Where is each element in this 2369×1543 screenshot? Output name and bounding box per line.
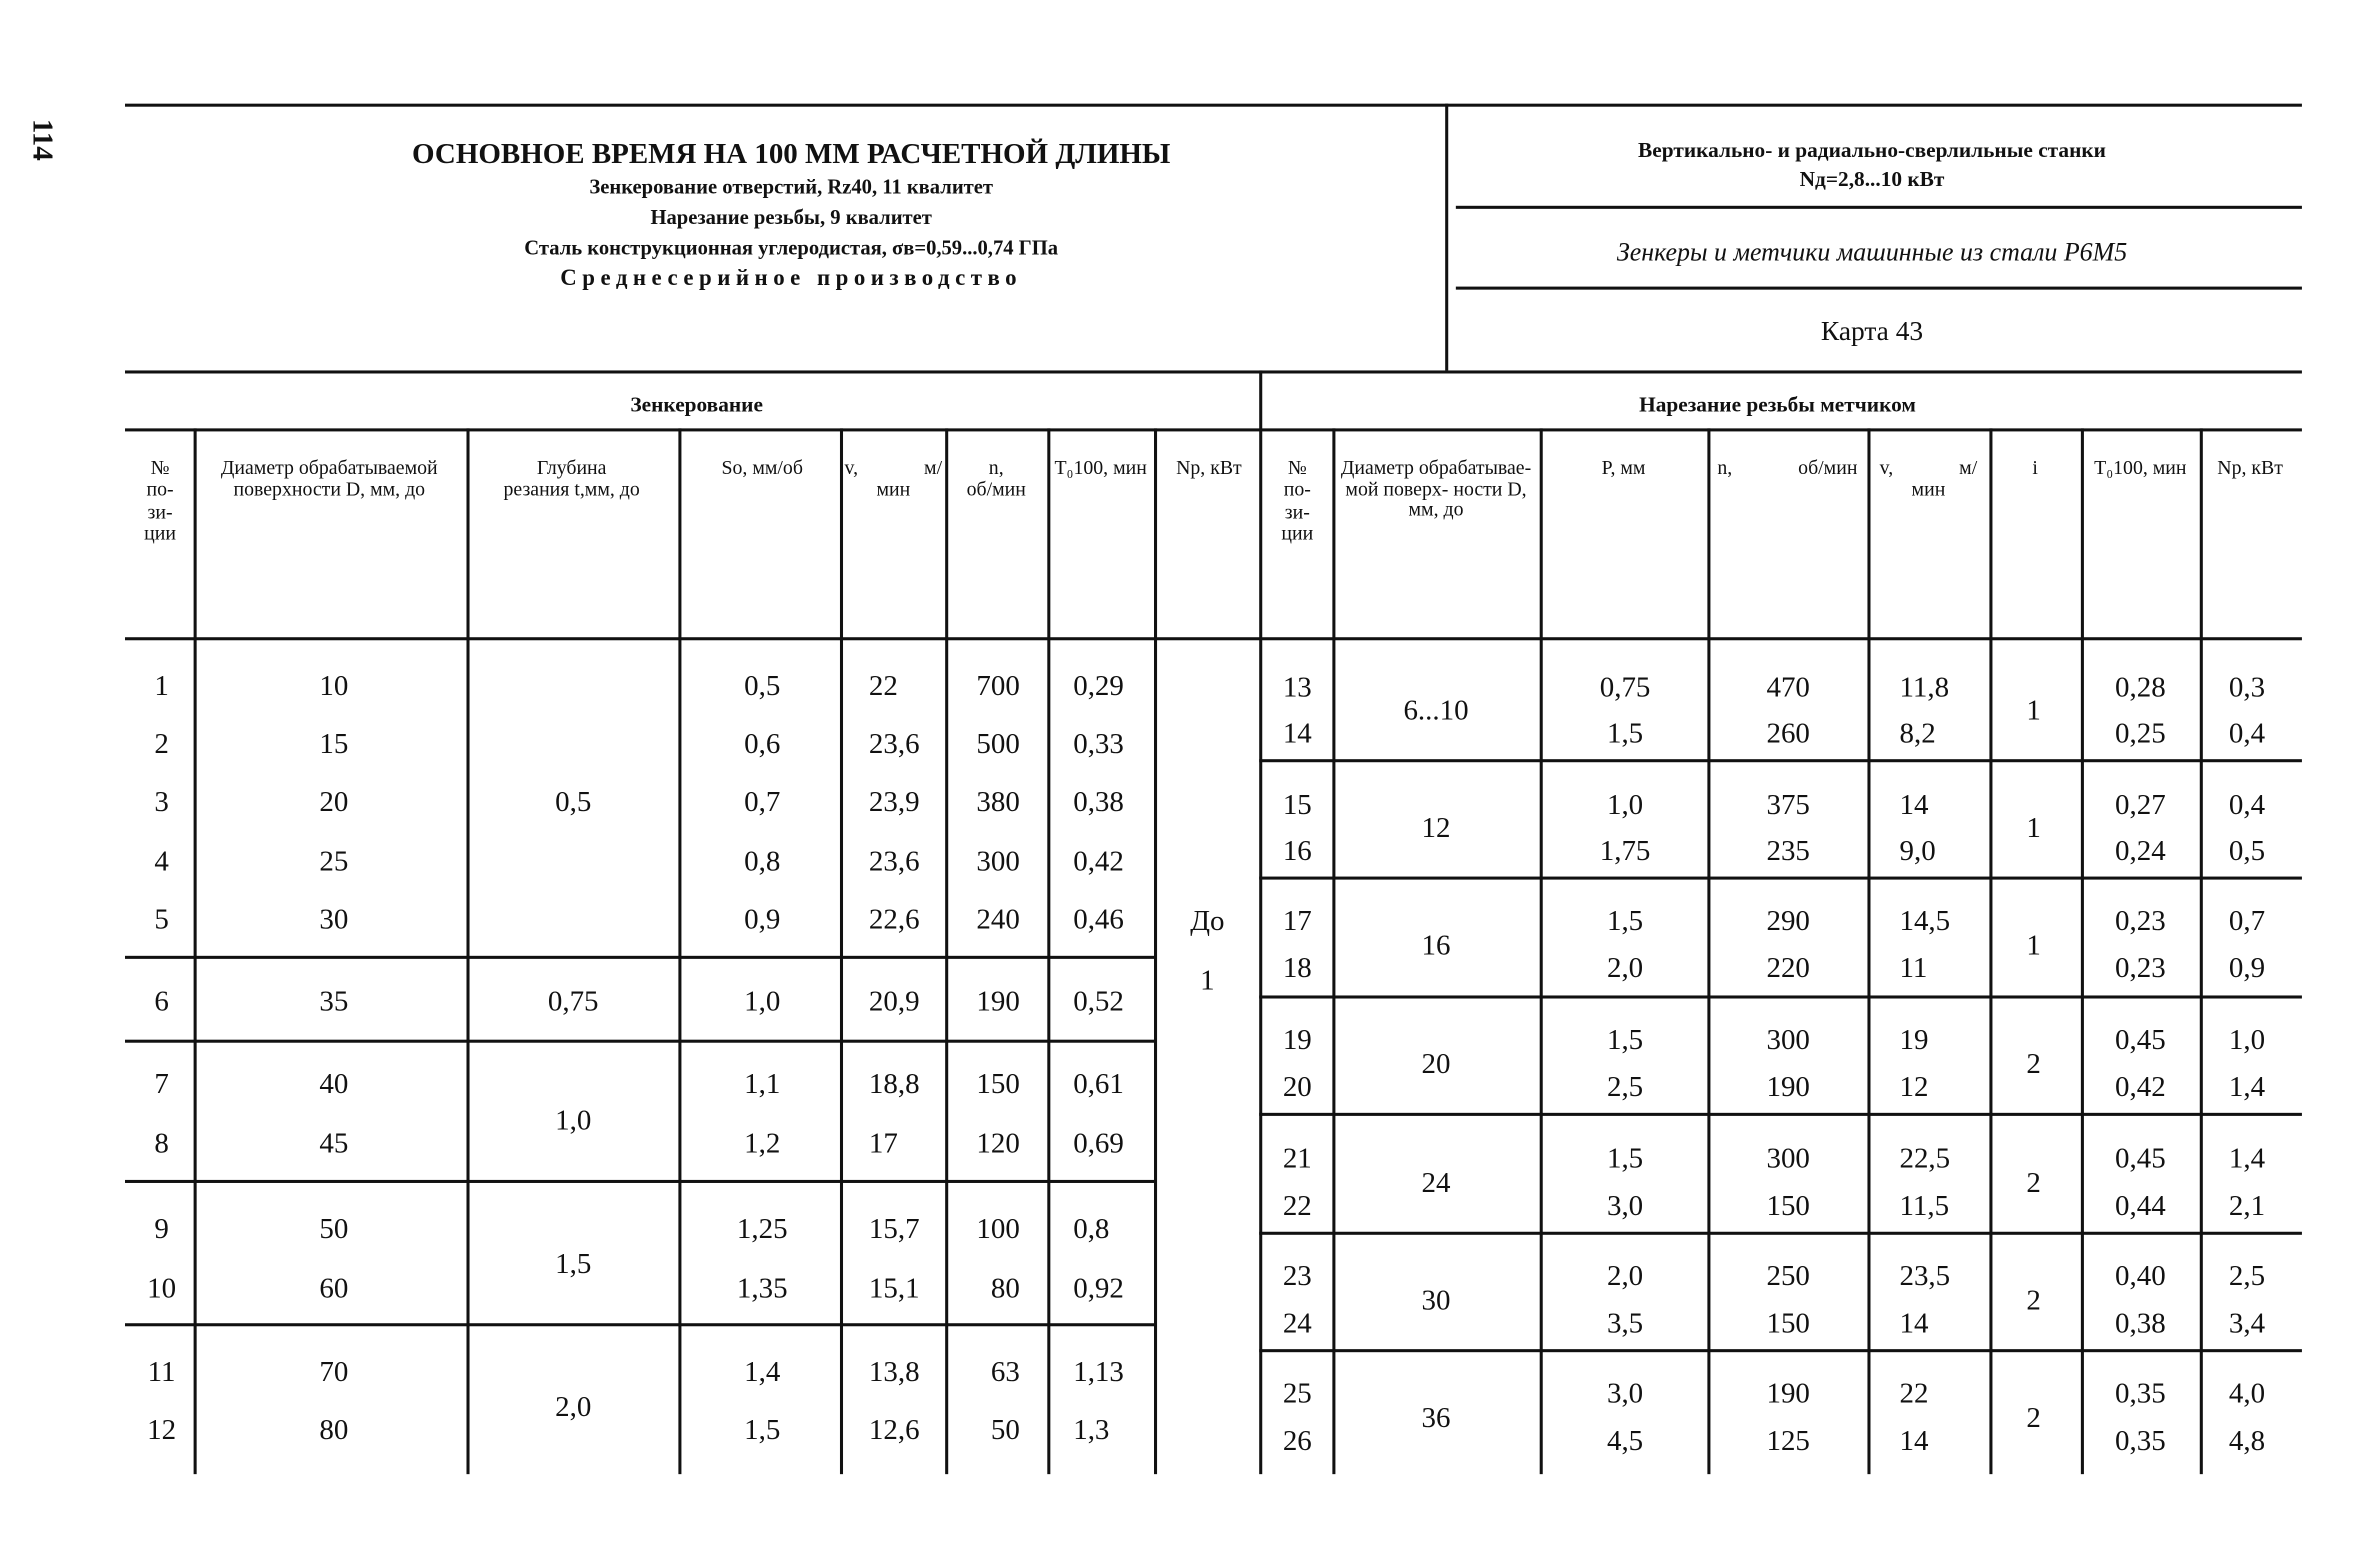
- left-row-5-position: 5: [154, 903, 169, 937]
- thread-group-6-diameter: 30: [1421, 1284, 1451, 1317]
- left-row-12-rpm: 50: [990, 1414, 1020, 1447]
- right-group-rule: [1259, 995, 2302, 998]
- left-row-8-rpm: 120: [976, 1128, 1020, 1161]
- depth-cell: 0,5: [555, 786, 592, 819]
- right-row-13-power: 0,3: [2228, 672, 2266, 705]
- power-cell: До: [1190, 905, 1225, 938]
- thread-group-2-passes: 1: [2026, 812, 2041, 845]
- right-row-24-speed: 14: [1899, 1307, 1929, 1340]
- right-row-20-time: 0,42: [2114, 1071, 2166, 1104]
- left-row-6-time: 0,52: [1073, 986, 1124, 1019]
- right-row-25-position: 25: [1282, 1378, 1312, 1411]
- right-row-18-power: 0,9: [2228, 952, 2266, 985]
- right-row-22-power: 2,1: [2228, 1190, 2266, 1223]
- left-row-4-speed: 23,6: [868, 846, 920, 879]
- right-row-13-pitch: 0,75: [1599, 672, 1651, 705]
- left-row-7-rpm: 150: [976, 1068, 1020, 1101]
- left-col-line: [840, 428, 843, 1474]
- left-row-3-feed: 0,7: [744, 786, 781, 819]
- right-row-17-power: 0,7: [2228, 905, 2266, 938]
- right-row-14-time: 0,25: [2114, 718, 2166, 751]
- right-row-17-rpm: 290: [1766, 905, 1810, 938]
- right-row-25-rpm: 190: [1766, 1378, 1810, 1411]
- left-row-7-position: 7: [154, 1068, 169, 1101]
- header-divider: [1445, 104, 1448, 371]
- left-row-9-feed: 1,25: [736, 1213, 788, 1246]
- left-row-1-position: 1: [154, 670, 169, 703]
- right-row-22-pitch: 3,0: [1606, 1190, 1644, 1223]
- left-row-8-position: 8: [154, 1128, 169, 1161]
- left-row-10-position: 10: [147, 1272, 177, 1305]
- left-row-5-diameter: 30: [319, 903, 349, 937]
- left-row-6-rpm: 190: [976, 986, 1020, 1019]
- right-row-25-pitch: 3,0: [1606, 1378, 1644, 1411]
- left-row-12-feed: 1,5: [744, 1414, 781, 1447]
- col-header-time: Т₀100, мин: [2094, 455, 2187, 479]
- left-row-1-diameter: 10: [319, 670, 349, 703]
- left-row-3-rpm: 380: [976, 786, 1020, 819]
- right-row-21-speed: 22,5: [1899, 1143, 1951, 1176]
- left-row-4-feed: 0,8: [744, 846, 781, 879]
- right-row-19-time: 0,45: [2114, 1024, 2166, 1057]
- right-row-18-rpm: 220: [1766, 952, 1810, 985]
- right-row-16-power: 0,5: [2228, 835, 2266, 868]
- left-row-7-time: 0,61: [1073, 1068, 1124, 1101]
- left-row-2-speed: 23,6: [868, 728, 920, 761]
- right-row-19-pitch: 1,5: [1606, 1024, 1644, 1057]
- left-row-12-time: 1,3: [1073, 1414, 1110, 1447]
- subtitle-threading: Нарезание резьбы, 9 квалитет: [650, 205, 932, 229]
- left-row-12-diameter: 80: [319, 1414, 349, 1447]
- left-row-2-time: 0,33: [1073, 728, 1124, 761]
- right-row-20-rpm: 190: [1766, 1071, 1810, 1104]
- right-row-18-pitch: 2,0: [1606, 952, 1644, 985]
- right-row-19-power: 1,0: [2228, 1024, 2266, 1057]
- right-group-rule: [1259, 1349, 2302, 1352]
- right-row-26-pitch: 4,5: [1606, 1425, 1644, 1458]
- right-row-22-rpm: 150: [1766, 1190, 1810, 1223]
- col-header-diameter: Диаметр обрабатывае- мой поверх- ности D, мм, до: [1340, 455, 1532, 521]
- right-row-14-rpm: 260: [1766, 718, 1810, 751]
- left-row-11-speed: 13,8: [868, 1356, 920, 1389]
- left-row-4-time: 0,42: [1073, 846, 1124, 879]
- right-row-25-time: 0,35: [2114, 1378, 2166, 1411]
- right-row-21-power: 1,4: [2228, 1143, 2266, 1176]
- right-row-26-time: 0,35: [2114, 1425, 2166, 1458]
- left-row-7-speed: 18,8: [868, 1068, 920, 1101]
- right-row-16-rpm: 235: [1766, 835, 1810, 868]
- left-row-3-diameter: 20: [319, 786, 349, 819]
- right-row-17-speed: 14,5: [1899, 905, 1951, 938]
- left-row-10-time: 0,92: [1073, 1272, 1124, 1305]
- right-row-20-pitch: 2,5: [1606, 1071, 1644, 1104]
- right-row-23-time: 0,40: [2114, 1260, 2166, 1293]
- left-row-1-rpm: 700: [976, 670, 1020, 703]
- left-row-5-rpm: 240: [976, 903, 1020, 937]
- power-cell: 1: [1200, 964, 1215, 997]
- right-row-24-position: 24: [1282, 1307, 1312, 1340]
- right-row-16-position: 16: [1282, 835, 1312, 868]
- right-row-15-pitch: 1,0: [1606, 789, 1644, 822]
- right-row-13-speed: 11,8: [1899, 672, 1950, 705]
- left-row-5-time: 0,46: [1073, 903, 1124, 937]
- thread-group-6-passes: 2: [2026, 1284, 2041, 1317]
- thread-group-7-diameter: 36: [1421, 1401, 1451, 1434]
- left-row-4-position: 4: [154, 846, 169, 879]
- right-row-24-rpm: 150: [1766, 1307, 1810, 1340]
- left-col-line: [1154, 428, 1157, 1474]
- depth-cell: 2,0: [555, 1391, 592, 1424]
- right-row-18-time: 0,23: [2114, 952, 2166, 985]
- right-row-19-rpm: 300: [1766, 1024, 1810, 1057]
- thread-group-3-diameter: 16: [1421, 929, 1451, 962]
- col-header-passes: i: [2032, 455, 2038, 479]
- right-row-22-time: 0,44: [2114, 1190, 2166, 1223]
- col-header-time: Т₀100, мин: [1054, 455, 1147, 479]
- right-row-14-position: 14: [1282, 718, 1312, 751]
- left-row-9-rpm: 100: [976, 1213, 1020, 1246]
- left-row-2-rpm: 500: [976, 728, 1020, 761]
- left-row-9-diameter: 50: [319, 1213, 349, 1246]
- left-row-1-time: 0,29: [1073, 670, 1124, 703]
- right-row-20-speed: 12: [1899, 1071, 1929, 1104]
- left-col-line: [945, 428, 948, 1474]
- left-row-6-diameter: 35: [319, 986, 349, 1019]
- right-row-26-speed: 14: [1899, 1425, 1929, 1458]
- left-row-9-time: 0,8: [1073, 1213, 1110, 1246]
- right-row-13-rpm: 470: [1766, 672, 1810, 705]
- thread-group-1-diameter: 6...10: [1403, 695, 1469, 728]
- right-row-15-speed: 14: [1899, 789, 1929, 822]
- right-row-26-rpm: 125: [1766, 1425, 1810, 1458]
- right-row-25-power: 4,0: [2228, 1378, 2266, 1411]
- left-row-7-diameter: 40: [319, 1068, 349, 1101]
- section-divider: [1259, 370, 1262, 1474]
- left-row-11-diameter: 70: [319, 1356, 349, 1389]
- card-number: Карта 43: [1820, 315, 1924, 347]
- left-row-3-position: 3: [154, 786, 169, 819]
- thread-group-5-passes: 2: [2026, 1166, 2041, 1199]
- thread-group-4-passes: 2: [2026, 1048, 2041, 1081]
- machine-type: Вертикально- и радиально-сверлильные станки: [1638, 140, 2106, 164]
- left-row-12-speed: 12,6: [868, 1414, 920, 1447]
- subtitle-material: Сталь конструкционная углеродистая, σв=0,59...0,74 ГПа: [524, 236, 1059, 260]
- tool-material: Зенкеры и метчики машинные из стали Р6М5: [1616, 237, 2128, 267]
- col-header-speed: v, м/мин: [1879, 455, 1978, 500]
- right-row-18-position: 18: [1282, 952, 1312, 985]
- right-row-23-speed: 23,5: [1899, 1260, 1951, 1293]
- right-col-line: [1707, 428, 1710, 1474]
- right-row-17-position: 17: [1282, 905, 1312, 938]
- right-row-21-position: 21: [1282, 1143, 1312, 1176]
- right-row-26-position: 26: [1282, 1425, 1312, 1458]
- col-header-rpm: n, об/мин: [966, 455, 1026, 500]
- right-row-21-pitch: 1,5: [1606, 1143, 1644, 1176]
- main-title: ОСНОВНОЕ ВРЕМЯ НА 100 ММ РАСЧЕТНОЙ ДЛИНЫ: [412, 138, 1171, 171]
- right-row-14-pitch: 1,5: [1606, 718, 1644, 751]
- top-rule: [125, 104, 2302, 107]
- col-header-position: № по- зи- ции: [1281, 455, 1314, 545]
- right-section-title: Нарезание резьбы метчиком: [1639, 394, 1916, 418]
- column-header-rule: [125, 637, 2302, 640]
- right-row-15-position: 15: [1282, 789, 1312, 822]
- left-col-line: [466, 428, 469, 1474]
- left-row-5-feed: 0,9: [744, 903, 781, 937]
- right-row-21-time: 0,45: [2114, 1143, 2166, 1176]
- right-col-line: [1989, 428, 1992, 1474]
- right-row-18-speed: 11: [1899, 952, 1928, 985]
- subtitle-production: Среднесерийное производство: [560, 266, 1023, 292]
- right-row-20-position: 20: [1282, 1071, 1312, 1104]
- right-row-23-power: 2,5: [2228, 1260, 2266, 1293]
- right-row-17-pitch: 1,5: [1606, 905, 1644, 938]
- col-header-position: № по- зи- ции: [144, 455, 176, 545]
- right-row-23-rpm: 250: [1766, 1260, 1810, 1293]
- col-header-power: Nр, кВт: [2217, 455, 2283, 479]
- left-group-rule: [125, 1323, 1154, 1326]
- right-row-24-power: 3,4: [2228, 1307, 2266, 1340]
- right-row-17-time: 0,23: [2114, 905, 2166, 938]
- right-row-13-time: 0,28: [2114, 672, 2166, 705]
- col-header-rpm: n, об/мин: [1717, 455, 1858, 479]
- right-row-16-speed: 9,0: [1899, 835, 1936, 868]
- left-row-10-rpm: 80: [990, 1272, 1020, 1305]
- right-row-15-power: 0,4: [2228, 789, 2266, 822]
- left-row-11-feed: 1,4: [744, 1356, 781, 1389]
- right-group-rule: [1259, 1232, 2302, 1235]
- header-rule-1: [1456, 206, 2302, 209]
- depth-cell: 1,0: [555, 1105, 592, 1138]
- right-row-16-time: 0,24: [2114, 835, 2166, 868]
- left-row-8-time: 0,69: [1073, 1128, 1124, 1161]
- col-header-diameter: Диаметр обрабатываемой поверхности D, мм, до: [220, 455, 438, 500]
- left-row-2-position: 2: [154, 728, 169, 761]
- left-row-8-feed: 1,2: [744, 1128, 781, 1161]
- depth-cell: 0,75: [547, 986, 599, 1019]
- right-row-16-pitch: 1,75: [1599, 835, 1651, 868]
- right-col-line: [1540, 428, 1543, 1474]
- right-row-19-speed: 19: [1899, 1024, 1929, 1057]
- right-group-rule: [1259, 1113, 2302, 1116]
- col-header-power: Nр, кВт: [1176, 455, 1242, 479]
- right-row-15-rpm: 375: [1766, 789, 1810, 822]
- right-row-14-speed: 8,2: [1899, 718, 1936, 751]
- thread-group-3-passes: 1: [2026, 929, 2041, 962]
- left-row-10-speed: 15,1: [868, 1272, 920, 1305]
- page-number: 114: [25, 118, 58, 161]
- left-row-11-time: 1,13: [1073, 1356, 1124, 1389]
- left-row-4-rpm: 300: [976, 846, 1020, 879]
- right-row-24-time: 0,38: [2114, 1307, 2166, 1340]
- col-header-feed: So, мм/об: [721, 455, 803, 479]
- left-row-6-speed: 20,9: [868, 986, 920, 1019]
- machine-power: Nд=2,8...10 кВт: [1799, 169, 1945, 193]
- left-row-6-position: 6: [154, 986, 169, 1019]
- thread-group-4-diameter: 20: [1421, 1048, 1451, 1081]
- right-row-21-rpm: 300: [1766, 1143, 1810, 1176]
- subtitle-countersinking: Зенкерование отверстий, Rz40, 11 квалитет: [589, 175, 994, 199]
- right-row-22-speed: 11,5: [1899, 1190, 1950, 1223]
- left-group-rule: [125, 1040, 1154, 1043]
- left-group-rule: [125, 956, 1154, 959]
- left-col-line: [678, 428, 681, 1474]
- left-row-12-position: 12: [147, 1414, 177, 1447]
- left-row-11-position: 11: [147, 1356, 176, 1389]
- right-col-line: [1867, 428, 1870, 1474]
- left-row-7-feed: 1,1: [744, 1068, 781, 1101]
- right-row-24-pitch: 3,5: [1606, 1307, 1644, 1340]
- right-row-22-position: 22: [1282, 1190, 1312, 1223]
- left-row-4-diameter: 25: [319, 846, 349, 879]
- right-row-14-power: 0,4: [2228, 718, 2266, 751]
- right-row-25-speed: 22: [1899, 1378, 1929, 1411]
- col-header-depth: Глубина резания t,мм, до: [503, 455, 640, 500]
- left-row-2-diameter: 15: [319, 728, 349, 761]
- right-row-23-position: 23: [1282, 1260, 1312, 1293]
- left-row-10-feed: 1,35: [736, 1272, 788, 1305]
- thread-group-7-passes: 2: [2026, 1401, 2041, 1434]
- left-section-title: Зенкерование: [630, 394, 763, 418]
- col-header-pitch: P, мм: [1601, 455, 1646, 479]
- left-col-line: [1047, 428, 1050, 1474]
- col-header-speed: v, м/мин: [844, 455, 943, 500]
- right-group-rule: [1259, 759, 2302, 762]
- section-rule: [125, 428, 2302, 431]
- left-row-9-speed: 15,7: [868, 1213, 920, 1246]
- left-row-8-speed: 17: [868, 1128, 898, 1161]
- right-col-line: [2081, 428, 2084, 1474]
- right-row-13-position: 13: [1282, 672, 1312, 705]
- thread-group-1-passes: 1: [2026, 695, 2041, 728]
- right-col-line: [1332, 428, 1335, 1474]
- right-row-23-pitch: 2,0: [1606, 1260, 1644, 1293]
- left-row-11-rpm: 63: [990, 1356, 1020, 1389]
- depth-cell: 1,5: [555, 1248, 592, 1281]
- left-row-1-feed: 0,5: [744, 670, 781, 703]
- left-group-rule: [125, 1180, 1154, 1183]
- right-row-26-power: 4,8: [2228, 1425, 2266, 1458]
- right-group-rule: [1259, 877, 2302, 880]
- left-row-9-position: 9: [154, 1213, 169, 1246]
- left-row-8-diameter: 45: [319, 1128, 349, 1161]
- left-row-5-speed: 22,6: [868, 903, 920, 937]
- left-row-10-diameter: 60: [319, 1272, 349, 1305]
- thread-group-2-diameter: 12: [1421, 812, 1451, 845]
- table-top-rule: [125, 370, 2302, 373]
- header-rule-2: [1456, 287, 2302, 290]
- left-row-1-speed: 22: [868, 670, 898, 703]
- right-row-20-power: 1,4: [2228, 1071, 2266, 1104]
- right-row-19-position: 19: [1282, 1024, 1312, 1057]
- left-col-line: [194, 428, 197, 1474]
- thread-group-5-diameter: 24: [1421, 1166, 1451, 1199]
- left-row-3-speed: 23,9: [868, 786, 920, 819]
- right-col-line: [2200, 428, 2203, 1474]
- left-row-6-feed: 1,0: [744, 986, 781, 1019]
- right-row-15-time: 0,27: [2114, 789, 2166, 822]
- left-row-2-feed: 0,6: [744, 728, 781, 761]
- left-row-3-time: 0,38: [1073, 786, 1124, 819]
